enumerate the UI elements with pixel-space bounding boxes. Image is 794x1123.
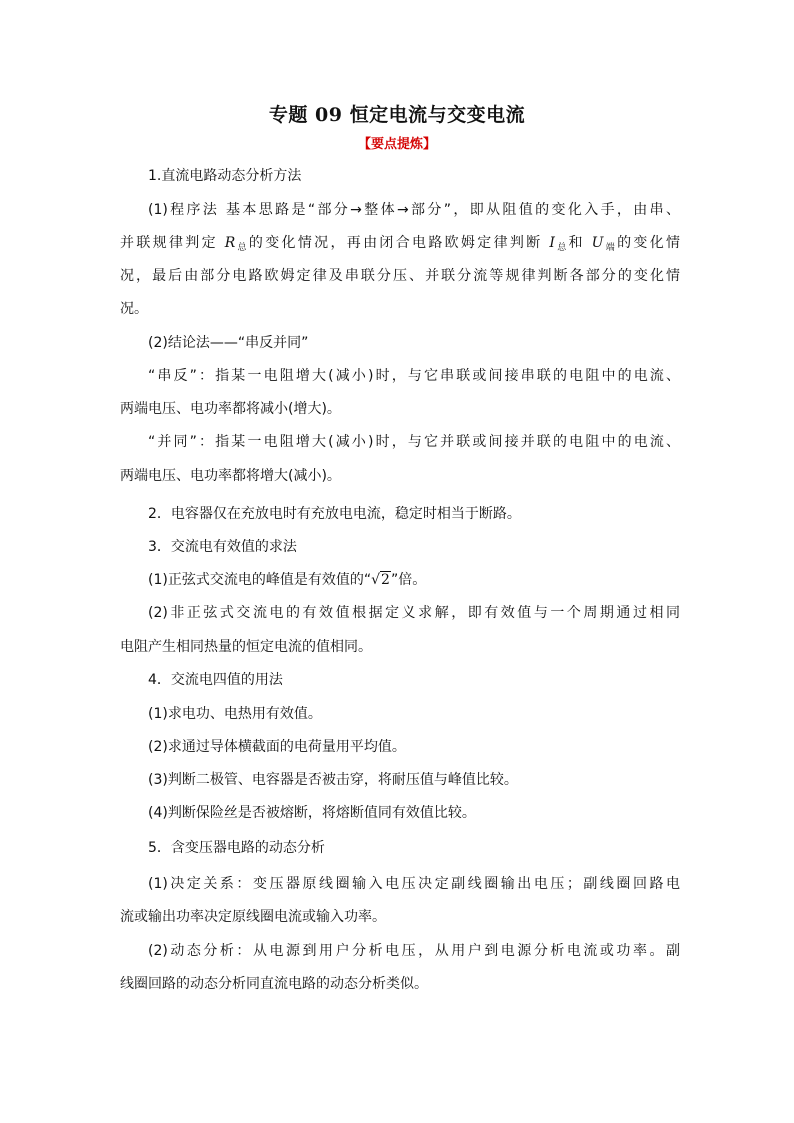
var-R: R [224,235,236,251]
document-title: 专题 09 恒定电流与交变电流 [268,104,526,126]
text-and: 和 [568,235,585,251]
sub-zong: 总 [554,243,569,253]
sub-duan: 端 [603,243,618,253]
text-segment: 并联规律判定 [120,235,218,251]
list-item: (4)判断保险丝是否被熔断，将熔断值同有效值比较。 [148,805,476,821]
sqrt-radicand: 2 [381,572,390,588]
s5-p1-line2: 流或输出功率决定原线圈电流或输入功率。 [120,909,386,925]
s5-p2-line1: (2)动态分析：从电源到用户分析电压，从用户到电源分析电流或功率。副 [148,943,680,959]
s3-p1 [148,570,680,590]
s1-p1-line4: 况。 [120,301,148,317]
s1-p4-line2: 两端电压、电功率都将增大(减小)。 [120,468,341,484]
section-subtitle: 【要点提炼】 [357,137,436,152]
list-item: (2)求通过导体横截面的电荷量用平均值。 [148,739,406,755]
sub-zong: 总 [235,243,249,253]
s3-p2-line1: (2)非正弦式交流电的有效值根据定义求解，即有效值与一个周期通过相同 [148,605,680,621]
var-U: U [591,235,604,251]
s1-p1-line1: (1)程序法 基本思路是“部分→整体→部分”，即从阻值的变化入手，由串、 [148,202,680,218]
section-2-heading: 2．电容器仅在充放电时有充放电电流，稳定时相当于断路。 [148,506,521,522]
s1-p2: (2)结论法——“串反并同” [148,335,309,351]
s1-p1-line3: 况，最后由部分电路欧姆定律及串联分压、并联分流等规律判断各部分的变化情 [120,268,680,284]
s1-p4-line1: “并同”：指某一电阻增大(减小)时，与它并联或间接并联的电阻中的电流、 [148,434,680,450]
s5-p2-line2: 线圈回路的动态分析同直流电路的动态分析类似。 [120,976,428,992]
text-segment: 的变化情况，再由闭合电路欧姆定律判断 [248,235,543,251]
sqrt-symbol: √ [371,572,381,588]
text-segment: (1)正弦式交流电的峰值是有效值的“ [148,572,372,588]
list-item: (3)判断二极管、电容器是否被击穿，将耐压值与峰值比较。 [148,772,518,788]
section-3-heading: 3．交流电有效值的求法 [148,539,297,555]
section-4-heading: 4．交流电四值的用法 [148,672,283,688]
list-item: (1)求电功、电热用有效值。 [148,706,322,722]
s1-p3-line2: 两端电压、电功率都将减小(增大)。 [120,401,341,417]
s1-p1-line2 [120,233,680,258]
var-I: I [549,235,555,251]
text-segment: 的变化情 [617,235,681,251]
s5-p1-line1: (1)决定关系：变压器原线圈输入电压决定副线圈输出电压；副线圈回路电 [148,876,680,892]
section-5-heading: 5．含变压器电路的动态分析 [148,840,325,856]
s1-p3-line1: “串反”：指某一电阻增大(减小)时，与它串联或间接串联的电阻中的电流、 [148,368,680,384]
sqrt-2-formula [371,571,391,588]
text-segment: ”倍。 [390,572,427,588]
s3-p2-line2: 电阻产生相同热量的恒定电流的值相同。 [120,639,372,655]
section-1-heading: 1.直流电路动态分析方法 [148,168,302,184]
